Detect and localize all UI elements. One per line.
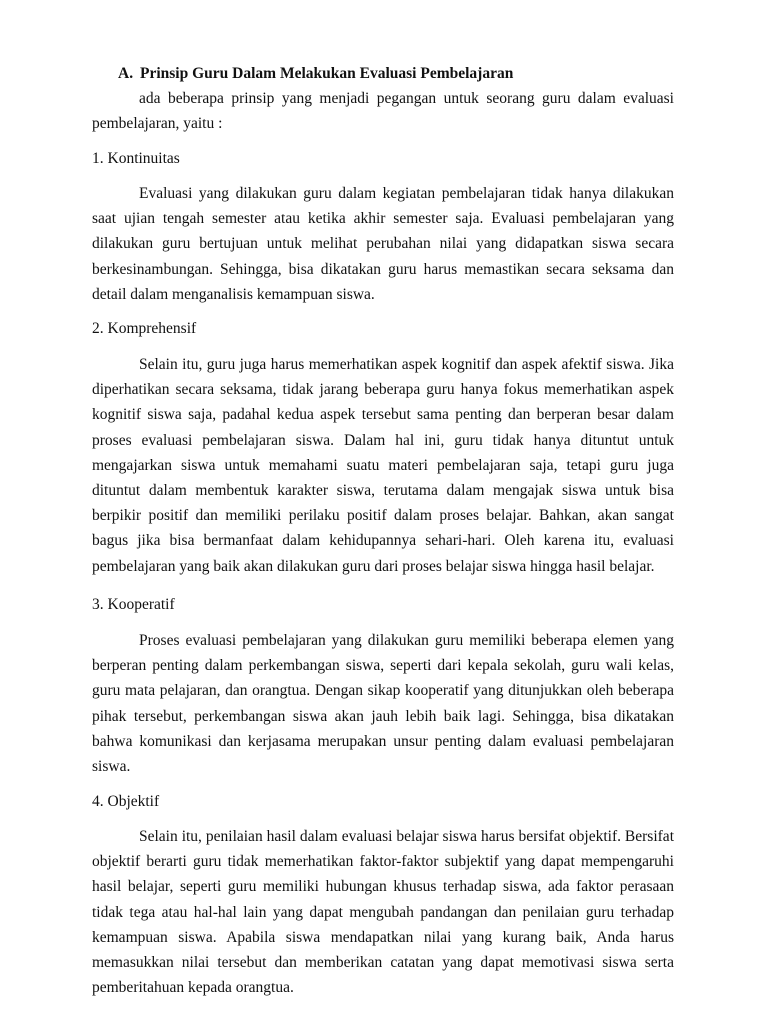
principle-body-kooperatif: Proses evaluasi pembelajaran yang dilakukan guru memiliki beberapa elemen yang berperan penting dalam perkembangan siswa, seperti dari kepala sekolah, guru wali kelas, guru mata pelajaran, dan orangtua. Dengan sikap kooperatif yang ditunjukkan oleh beberapa pihak tersebut, perkembangan siswa akan jauh lebih baik lagi. Sehingga, bisa dikatakan bahwa komunikasi dan kerjasama merupakan unsur penting dalam evaluasi pembelajaran siswa. — [92, 632, 674, 776]
intro-paragraph: ada beberapa prinsip yang menjadi pegangan untuk seorang guru dalam evaluasi pembelajaran, yaitu : — [92, 90, 674, 133]
principle-body-komprehensif: Selain itu, guru juga harus memerhatikan aspek kognitif dan aspek afektif siswa. Jika diperhatikan secara seksama, tidak jarang beberapa guru hanya fokus memerhatikan aspek kognitif siswa saja, padahal kedua aspek tersebut sama penting dan berperan besar dalam proses evaluasi pembelajaran siswa. Dalam hal ini, guru tidak hanya dituntut untuk mengajarkan siswa untuk memahami suatu materi pembelajaran saja, tetapi guru juga dituntut dalam membentuk karakter siswa, terutama dalam mengajak siswa untuk bisa berpikir positif dan memiliki perilaku positif dalam proses belajar. Bahkan, akan sangat bagus jika bisa bermanfaat dalam kehidupannya sehari-hari. Oleh karena itu, evaluasi pembelajaran yang baik akan dilakukan guru dari proses belajar siswa hingga hasil belajar. — [92, 356, 674, 575]
principle-heading-kontinuitas: 1. Kontinuitas — [92, 150, 180, 167]
principle-body-kontinuitas: Evaluasi yang dilakukan guru dalam kegiatan pembelajaran tidak hanya dilakukan saat ujian tengah semester atau ketika akhir semester saja. Evaluasi pembelajaran yang dilakukan guru bertujuan untuk melihat perubahan nilai yang didapatkan siswa secara berkesinambungan. Sehingga, bisa dikatakan guru harus memastikan secara seksama dan detail dalam menganalisis kemampuan siswa. — [92, 185, 674, 303]
section-title: Prinsip Guru Dalam Melakukan Evaluasi Pembelajaran — [140, 65, 514, 82]
principle-body-objektif: Selain itu, penilaian hasil dalam evaluasi belajar siswa harus bersifat objektif. Bersifat objektif berarti guru tidak memerhatikan faktor-faktor subjektif yang dapat mempengaruhi hasil belajar, seperti guru memiliki hubungan khusus terhadap siswa, ada faktor perasaan tidak tega atau hal-hal lain yang dapat mengubah pandangan dan penilaian guru terhadap kemampuan siswa. Apabila siswa mendapatkan nilai yang kurang baik, Anda harus memasukkan nilai tersebut dan memberikan catatan yang dapat memotivasi siswa serta pemberitahuan kepada orangtua. — [92, 828, 674, 997]
section-number: A. — [118, 65, 134, 82]
principle-heading-komprehensif: 2. Komprehensif — [92, 320, 197, 337]
principle-heading-objektif: 4. Objektif — [92, 793, 160, 810]
section-heading — [118, 61, 678, 86]
principle-heading-kooperatif: 3. Kooperatif — [92, 596, 175, 613]
